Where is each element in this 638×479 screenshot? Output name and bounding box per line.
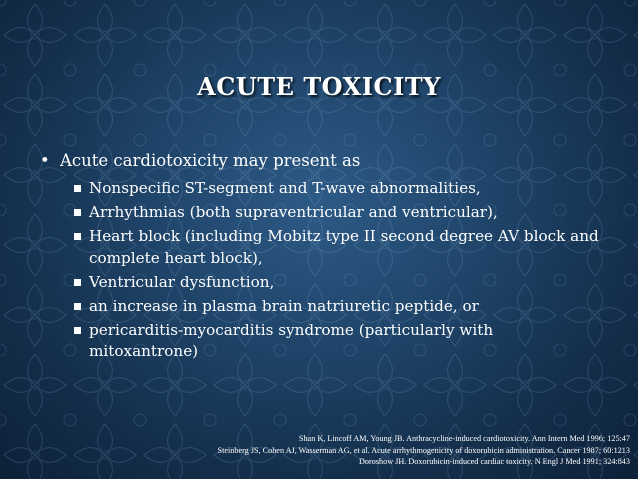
bullet-content <box>40 150 600 365</box>
sub-bullet-item <box>74 320 600 363</box>
bullet-dot-icon: • <box>40 151 50 170</box>
square-bullet-icon <box>74 279 81 286</box>
main-bullet-text: Acute cardiotoxicity may present as <box>60 151 361 170</box>
sub-bullet-text: an increase in plasma brain natriuretic peptide, or <box>89 296 479 315</box>
sub-bullet-text: Nonspecific ST-segment and T-wave abnormalities, <box>89 179 481 197</box>
sub-bullet-list <box>40 178 600 363</box>
square-bullet-icon <box>74 327 81 334</box>
sub-bullet-text: pericarditis-myocarditis syndrome (particularly with mitoxantrone) <box>89 320 494 360</box>
sub-bullet-text: Arrhythmias (both supraventricular and ventricular), <box>89 203 498 221</box>
sub-bullet-text: Ventricular dysfunction, <box>89 272 275 291</box>
sub-bullet-item <box>74 226 600 269</box>
reference-line: Shan K, Lincoff AM, Young JB. Anthracycline-induced cardiotoxicity. Ann Intern Med 1996; 125:47 <box>298 434 630 443</box>
reference-line: Steinberg JS, Cohen AJ, Wasserman AG, et al. Acute arrhythmogenicity of doxorubicin administration. Cancer 1987; 60:1213 <box>217 445 630 455</box>
square-bullet-icon <box>74 209 81 216</box>
sub-bullet-item <box>74 202 600 224</box>
reference-line: Doroshow JH. Doxorubicin-induced cardiac toxicity. N Engl J Med 1991; 324:843 <box>359 457 630 466</box>
slide-title: ACUTE TOXICITY <box>197 72 441 101</box>
sub-bullet-text: Heart block (including Mobitz type II second degree AV block and complete heart block), <box>89 227 599 267</box>
square-bullet-icon <box>74 303 81 310</box>
square-bullet-icon <box>74 185 81 192</box>
main-bullet <box>40 150 600 172</box>
sub-bullet-item <box>74 296 600 318</box>
sub-bullet-item <box>74 272 600 294</box>
square-bullet-icon <box>74 233 81 240</box>
sub-bullet-item <box>74 178 600 200</box>
references <box>70 433 630 468</box>
